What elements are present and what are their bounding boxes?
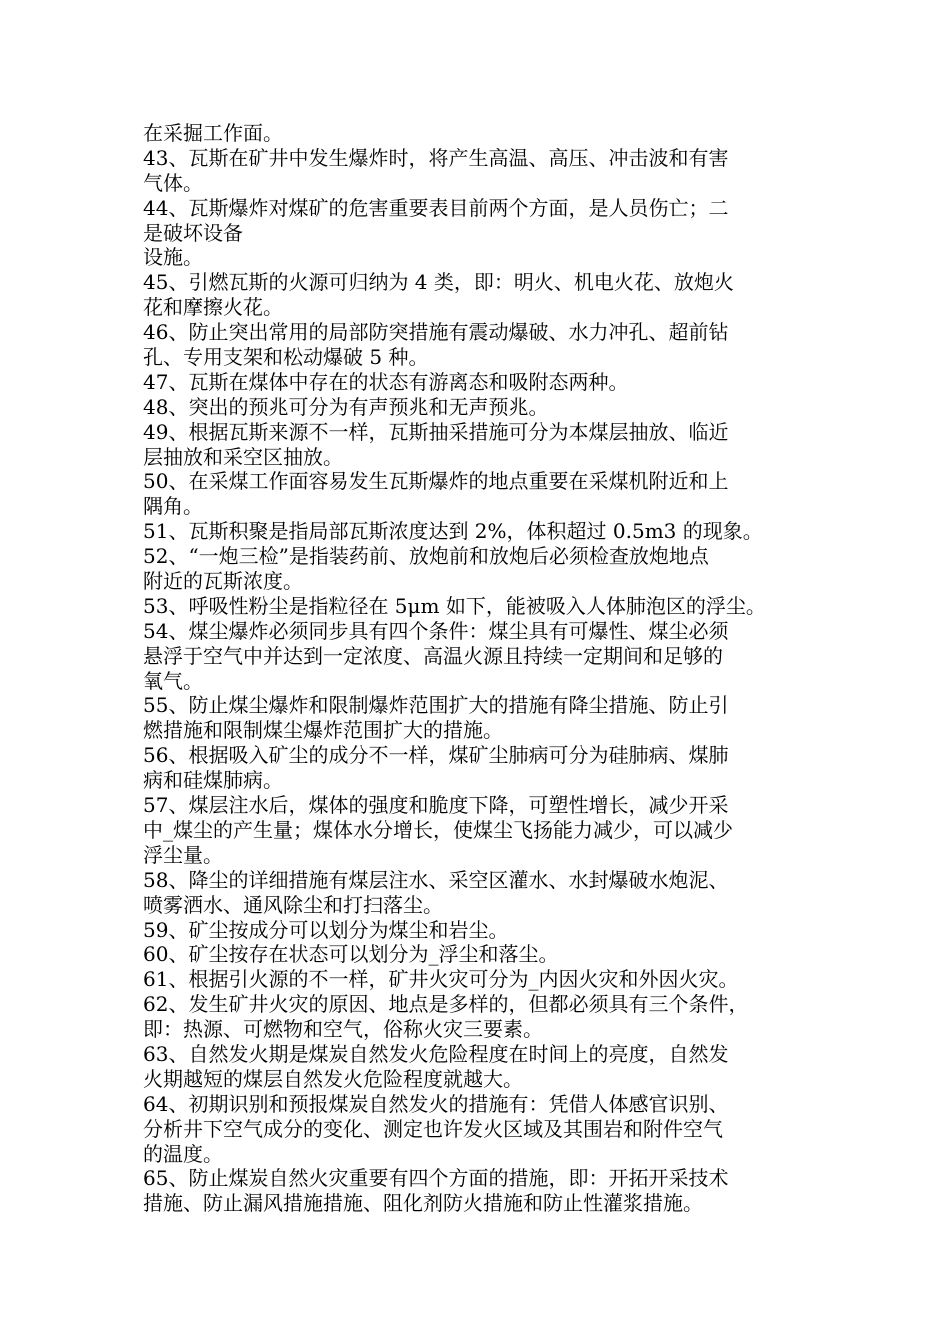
- text-line: 57、煤层注水后，煤体的强度和脆度下降，可塑性增长，减少开采: [143, 793, 729, 818]
- text-line: 附近的瓦斯浓度。: [143, 569, 303, 594]
- text-line: 54、煤尘爆炸必须同步具有四个条件：煤尘具有可爆性、煤尘必须: [143, 618, 729, 643]
- text-line: 64、初期识别和预报煤炭自然发火的措施有：凭借人体感官识别、: [143, 1091, 729, 1116]
- text-line: 气体。: [143, 170, 203, 195]
- text-line: 悬浮于空气中并达到一定浓度、高温火源且持续一定期间和足够的: [143, 643, 723, 668]
- text-line: 喷雾洒水、通风除尘和打扫落尘。: [143, 892, 443, 917]
- text-line: 47、瓦斯在煤体中存在的状态有游离态和吸附态两种。: [143, 369, 629, 394]
- text-line: 61、根据引火源的不一样，矿井火灾可分为_内因火灾和外因火灾。: [143, 967, 739, 992]
- text-line: 49、根据瓦斯来源不一样，瓦斯抽采措施可分为本煤层抽放、临近: [143, 419, 729, 444]
- text-line: 氧气。: [143, 668, 203, 693]
- text-line: 燃措施和限制煤尘爆炸范围扩大的措施。: [143, 718, 503, 743]
- text-line: 隅角。: [143, 494, 203, 519]
- text-line: 50、在采煤工作面容易发生瓦斯爆炸的地点重要在采煤机附近和上: [143, 469, 729, 494]
- text-line: 措施、防止漏风措施措施、阻化剂防火措施和防止性灌浆措施。: [143, 1191, 703, 1216]
- text-line: 是破坏设备: [143, 220, 243, 245]
- text-line: 62、发生矿井火灾的原因、地点是多样的，但都必须具有三个条件，: [143, 992, 749, 1017]
- text-line: 在采掘工作面。: [143, 121, 283, 145]
- text-line: 65、防止煤炭自然火灾重要有四个方面的措施，即：开拓开采技术: [143, 1166, 729, 1191]
- text-line: 45、引燃瓦斯的火源可归纳为 4 类，即：明火、机电火花、放炮火: [143, 270, 734, 295]
- text-line: 浮尘量。: [143, 842, 223, 867]
- text-line: 层抽放和采空区抽放。: [143, 444, 343, 469]
- text-line: 55、防止煤尘爆炸和限制爆炸范围扩大的措施有降尘措施、防止引: [143, 693, 729, 718]
- text-line: 火期越短的煤层自然发火危险程度就越大。: [143, 1066, 523, 1091]
- document-body: [143, 121, 823, 1216]
- text-line: 59、矿尘按成分可以划分为煤尘和岩尘。: [143, 917, 509, 942]
- text-line: 63、自然发火期是煤炭自然发火危险程度在时间上的亮度，自然发: [143, 1041, 729, 1066]
- text-line: 花和摩擦火花。: [143, 295, 283, 320]
- text-line: 48、突出的预兆可分为有声预兆和无声预兆。: [143, 394, 549, 419]
- text-line: 病和硅煤肺病。: [143, 768, 283, 793]
- text-line: 60、矿尘按存在状态可以划分为_浮尘和落尘。: [143, 942, 559, 967]
- text-line: 43、瓦斯在矿井中发生爆炸时，将产生高温、高压、冲击波和有害: [143, 145, 729, 170]
- text-line: 51、瓦斯积聚是指局部瓦斯浓度达到 2%，体积超过 0.5m3 的现象。: [143, 519, 763, 544]
- text-line: 58、降尘的详细措施有煤层注水、采空区灌水、水封爆破水炮泥、: [143, 867, 729, 892]
- text-line: 孔、专用支架和松动爆破 5 种。: [143, 345, 429, 370]
- text-line: 中_煤尘的产生量；煤体水分增长，使煤尘飞扬能力减少，可以减少: [143, 817, 733, 842]
- text-line: 46、防止突出常用的局部防突措施有震动爆破、水力冲孔、超前钻: [143, 320, 729, 345]
- text-line: 分析井下空气成分的变化、测定也许发火区域及其围岩和附件空气: [143, 1116, 723, 1141]
- text-line: 52、“一炮三检”是指装药前、放炮前和放炮后必须检查放炮地点: [143, 544, 709, 569]
- text-line: 56、根据吸入矿尘的成分不一样，煤矿尘肺病可分为硅肺病、煤肺: [143, 743, 729, 768]
- text-line: 44、瓦斯爆炸对煤矿的危害重要表目前两个方面，是人员伤亡；二: [143, 195, 729, 220]
- text-line: 的温度。: [143, 1141, 223, 1166]
- text-line: 53、呼吸性粉尘是指粒径在 5μm 如下，能被吸入人体肺泡区的浮尘。: [143, 593, 766, 618]
- text-line: 即：热源、可燃物和空气，俗称火灾三要素。: [143, 1017, 543, 1042]
- text-line: 设施。: [143, 245, 203, 270]
